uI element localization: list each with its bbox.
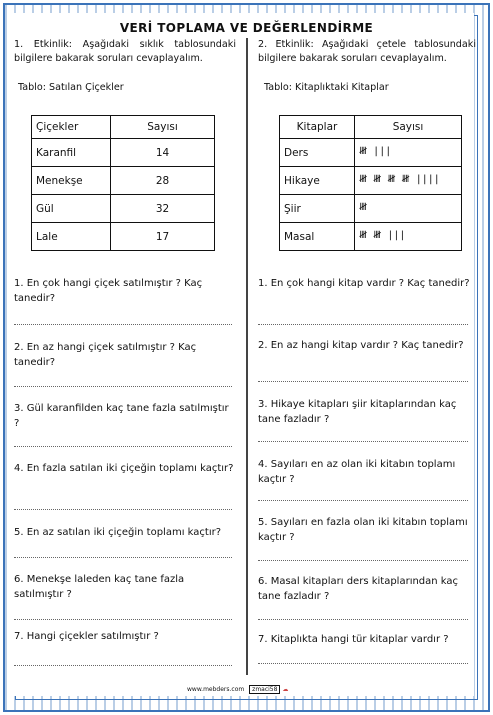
question: 1. En çok hangi kitap vardır ? Kaç tanedir? — [258, 278, 470, 289]
answer-line[interactable] — [14, 386, 232, 387]
question: 3. Hikaye kitapları şiir kitaplarından kaç tane fazladır ? — [258, 399, 457, 425]
answer-line[interactable] — [14, 557, 232, 558]
question: 5. Sayıları en fazla olan iki kitabın toplamı kaçtır ? — [258, 517, 468, 543]
table-cell: Ders — [280, 139, 355, 167]
question: 1. En çok hangi çiçek satılmıştır ? Kaç tanedir? — [14, 278, 203, 304]
right-column — [258, 38, 476, 93]
answer-line[interactable] — [258, 381, 468, 382]
table-cell: 28 — [111, 167, 215, 195]
left-column — [14, 38, 236, 93]
question: 7. Kitaplıkta hangi tür kitaplar vardır ? — [258, 634, 449, 645]
left-table-title: Tablo: Satılan Çiçekler — [18, 82, 124, 93]
question: 2. En az hangi çiçek satılmıştır ? Kaç tanedir? — [14, 342, 197, 368]
tally-cell: 𝍸 — [355, 195, 462, 223]
table-cell: 32 — [111, 195, 215, 223]
answer-line[interactable] — [14, 324, 232, 325]
tally-cell: 𝍸 𝍸 𝍸 𝍸 |||| — [355, 167, 462, 195]
answer-line[interactable] — [14, 665, 232, 666]
table-cell: Menekşe — [32, 167, 111, 195]
table-cell: Lale — [32, 223, 111, 251]
page-title: VERİ TOPLAMA VE DEĞERLENDİRME — [119, 21, 374, 35]
table-cell: Şiir — [280, 195, 355, 223]
question: 5. En az satılan iki çiçeğin toplamı kaçtır? — [14, 527, 222, 538]
question: 6. Menekşe laleden kaç tane fazla satılmıştır ? — [14, 574, 185, 600]
question: 7. Hangi çiçekler satılmıştır ? — [14, 631, 159, 642]
question: 3. Gül karanfilden kaç tane fazla satılmıştır ? — [14, 403, 229, 429]
column-divider — [246, 38, 248, 675]
answer-line[interactable] — [258, 441, 468, 442]
right-intro: 2. Etkinlik: Aşağıdaki çetele tablosundaki bilgilere bakarak soruları cevaplayalım. — [258, 39, 476, 64]
answer-line[interactable] — [258, 663, 468, 664]
table-cell: Gül — [32, 195, 111, 223]
table-cell: 14 — [111, 139, 215, 167]
footer-site[interactable]: www.mebders.com — [187, 686, 245, 693]
tally-cell: 𝍸 𝍸 ||| — [355, 223, 462, 251]
left-intro: 1. Etkinlik: Aşağıdaki sıklık tablosundaki bilgilere bakarak soruları cevaplayalım. — [14, 39, 236, 64]
right-table-title: Tablo: Kitaplıktaki Kitaplar — [264, 82, 389, 93]
answer-line[interactable] — [258, 324, 468, 325]
answer-line[interactable] — [14, 446, 232, 447]
flowers-table — [31, 115, 215, 251]
table-header: Çiçekler — [32, 116, 111, 139]
logo-icon: ☁ — [282, 686, 289, 693]
tally-cell: 𝍸 ||| — [355, 139, 462, 167]
table-cell: Hikaye — [280, 167, 355, 195]
answer-line[interactable] — [14, 619, 232, 620]
question: 4. Sayıları en az olan iki kitabın toplamı kaçtır ? — [258, 459, 456, 485]
table-cell: Karanfil — [32, 139, 111, 167]
answer-line[interactable] — [14, 509, 232, 510]
table-cell: Masal — [280, 223, 355, 251]
question: 6. Masal kitapları ders kitaplarından kaç tane fazladır ? — [258, 576, 459, 602]
table-header: Kitaplar — [280, 116, 355, 139]
table-cell: 17 — [111, 223, 215, 251]
answer-line[interactable] — [258, 500, 468, 501]
books-table — [279, 115, 462, 251]
table-header: Sayısı — [355, 116, 462, 139]
question: 4. En fazla satılan iki çiçeğin toplamı kaçtır? — [14, 463, 234, 474]
question: 2. En az hangi kitap vardır ? Kaç tanedir? — [258, 340, 464, 351]
footer — [187, 686, 288, 693]
footer-badge: zmaci58 — [249, 685, 280, 694]
table-header: Sayısı — [111, 116, 215, 139]
answer-line[interactable] — [258, 619, 468, 620]
answer-line[interactable] — [258, 560, 468, 561]
